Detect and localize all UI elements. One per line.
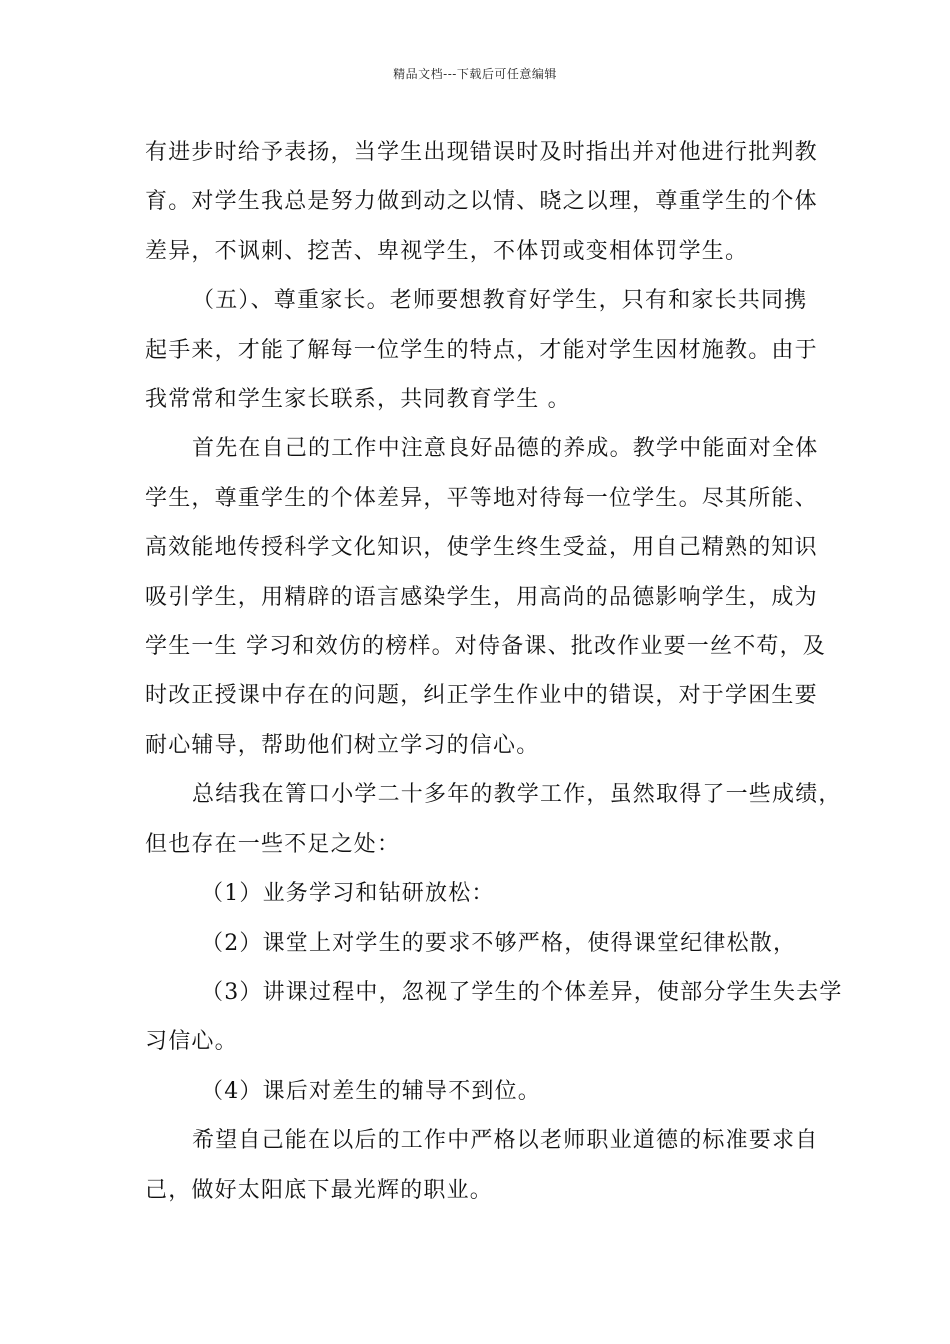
text-line: 学生，尊重学生的个体差异，平等地对待每一位学生。尽其所能、 bbox=[145, 485, 818, 511]
paragraph-start-line: 首先在自己的工作中注意良好品德的养成。教学中能面对全体 bbox=[192, 436, 819, 462]
page-header: 精品文档---下载后可任意编辑 bbox=[393, 67, 557, 81]
text-line: 时改正授课中存在的问题，纠正学生作业中的错误，对于学困生要 bbox=[145, 683, 818, 709]
text-line: 我常常和学生家长联系，共同教育学生 。 bbox=[145, 387, 571, 413]
list-item-line: （3）讲课过程中，忽视了学生的个体差异，使部分学生失去学 bbox=[201, 979, 843, 1005]
text-line: 差异，不讽刺、挖苦、卑视学生，不体罚或变相体罚学生。 bbox=[145, 238, 749, 264]
document-body bbox=[145, 128, 843, 1215]
text-line: 有进步时给予表扬，当学生出现错误时及时指出并对他进行批判教 bbox=[145, 140, 818, 165]
text-line: 习信心。 bbox=[145, 1029, 238, 1055]
text-line: 育。对学生我总是努力做到动之以情、晓之以理，尊重学生的个体 bbox=[145, 189, 818, 215]
text-line: 吸引学生，用精辟的语言感染学生，用高尚的品德影响学生，成为 bbox=[145, 584, 818, 610]
text-line: 高效能地传授科学文化知识，使学生终生受益，用自己精熟的知识 bbox=[145, 535, 818, 561]
text-line: 学生一生 学习和效仿的榜样。对侍备课、批改作业要一丝不苟，及 bbox=[145, 634, 826, 660]
text-line: 耐心辅导，帮助他们树立学习的信心。 bbox=[145, 732, 540, 758]
list-item-line: （2）课堂上对学生的要求不够严格，使得课堂纪律松散， bbox=[201, 930, 797, 956]
text-line: 起手来，才能了解每一位学生的特点，才能对学生因材施教。由于 bbox=[145, 337, 818, 363]
text-line: 己，做好太阳底下最光辉的职业。 bbox=[145, 1177, 494, 1203]
list-item-line: （1）业务学习和钻研放松： bbox=[201, 881, 495, 907]
text-line: 但也存在一些不足之处： bbox=[145, 831, 401, 857]
paragraph-start-line: 希望自己能在以后的工作中严格以老师职业道德的标准要求自 bbox=[192, 1128, 819, 1154]
list-item-line: （4）课后对差生的辅导不到位。 bbox=[201, 1078, 541, 1104]
paragraph-start-line: （五）、尊重家长。老师要想教育好学生，只有和家长共同携 bbox=[192, 288, 808, 314]
paragraph-start-line: 总结我在箐口小学二十多年的教学工作，虽然取得了一些成绩， bbox=[192, 782, 842, 808]
